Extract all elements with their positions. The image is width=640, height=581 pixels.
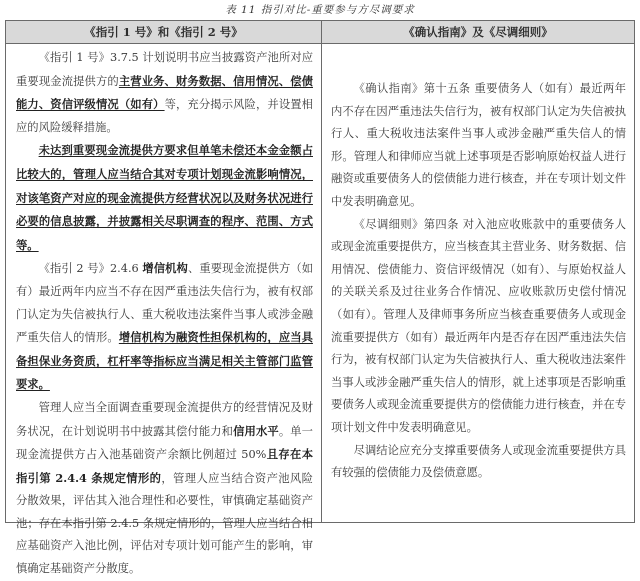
text-segment: 《指引 1 号》3.7.5 计划说明书应当披露资产池所对应重要现金流提供方的 [16, 51, 313, 88]
comparison-table [5, 20, 635, 576]
left-paragraph-3 [16, 257, 313, 397]
right-paragraph-2: 《尽调细则》第四条 对入池应收账款中的重要债务人或现金流重要提供方，应当核查其主营业务、财务数据、信用情况、偿债能力、资信评级情况（如有）、与原始权益人的关联关系及过往业务合作情况、应收账款历史偿付情况（如有）。管理人及律师事务所应当核查重要债务人或现金流重要提供方（如有）最近两年内是否存在因严重违法失信行为，被有权部门认定为失信被执行人、重大税收违法案件当事人或涉金融严重失信人的情形，就上述事项是否影响重要债务人或现金流重要提供方的偿债能力进行核查，并在专项计划文件中发表明确意见。 [331, 217, 626, 434]
table-caption: 表 11 指引对比-重要参与方尽调要求 [225, 4, 415, 16]
table-header-row [6, 21, 634, 44]
right-column-cell [323, 44, 634, 522]
text-segment: 《指引 2 号》2.4.6 [38, 262, 143, 276]
header-right: 《确认指南》及《尽调细则》 [403, 25, 553, 39]
left-column-cell [6, 44, 321, 576]
right-paragraph-3: 尽调结论应充分支撑重要债务人或现金流重要提供方具有较强的偿债能力及偿债意愿。 [331, 443, 626, 480]
text-segment: 、重要现金流提供方（如有）最近两年内应当不存在因严重违法失信行为，被有权部门认定为失信被执行人、重大税收违法案件当事人或涉金融严重失信人的情形。 [16, 262, 313, 345]
bold-text: 且存在本指引第 2.4.4 条规定情形的 [16, 447, 313, 485]
left-paragraph-1 [16, 47, 313, 139]
header-left: 《指引 1 号》和《指引 2 号》 [84, 25, 243, 39]
bold-text: 信用水平 [233, 423, 279, 438]
column-divider [321, 21, 322, 522]
text-segment: 。单一现金流提供方占入池基础资产余额比例超过 50% [16, 424, 313, 462]
text-segment: ，管理人应当结合资产池风险分散效果，评估其入池合理性和必要性，审慎确定基础资产池；存在本指引第 2.4.5 条规定情形的，管理人应当结合相应基础资产入池比例，评估对专项计划可能产生的影响，审慎确定基础资产分散度。 [16, 471, 313, 576]
emphasized-text: 增信机构为融资性担保机构的，应当具备担保业务资质，杠杆率等指标应当满足相关主管部门监管要求。 [16, 330, 313, 392]
left-paragraph-2 [16, 139, 313, 257]
bold-text: 增信机构 [142, 261, 188, 276]
text-segment: 等，充分揭示风险，并设置相应的风险缓释措施。 [16, 98, 313, 134]
text-segment: 管理人应当全面调查重要现金流提供方的经营情况及财务状况，在计划说明书中披露其偿付能力和 [16, 400, 313, 438]
left-paragraph-4 [16, 397, 313, 581]
emphasized-text: 主营业务、财务数据、信用情况、偿债能力、资信评级情况（如有） [16, 73, 313, 112]
right-paragraph-1: 《确认指南》第十五条 重要债务人（如有）最近两年内不存在因严重违法失信行为，被有权部门认定为失信被执行人、重大税收违法案件当事人或涉金融严重失信人的情形。管理人和律师应当就上述事项是否影响原始权益人进行融资或重要债务人的偿债能力进行核查，并在专项计划文件中发表明确意见。 [331, 82, 626, 208]
emphasized-text: 未达到重要现金流提供方要求但单笔未偿还本金金额占比较大的，管理人应当结合其对专项计划现金流影响情况，对该笔资产对应的现金流提供方经营状况以及财务状况进行必要的信息披露，并披露相关尽职调查的程序、范围、方式等。 [16, 143, 313, 252]
